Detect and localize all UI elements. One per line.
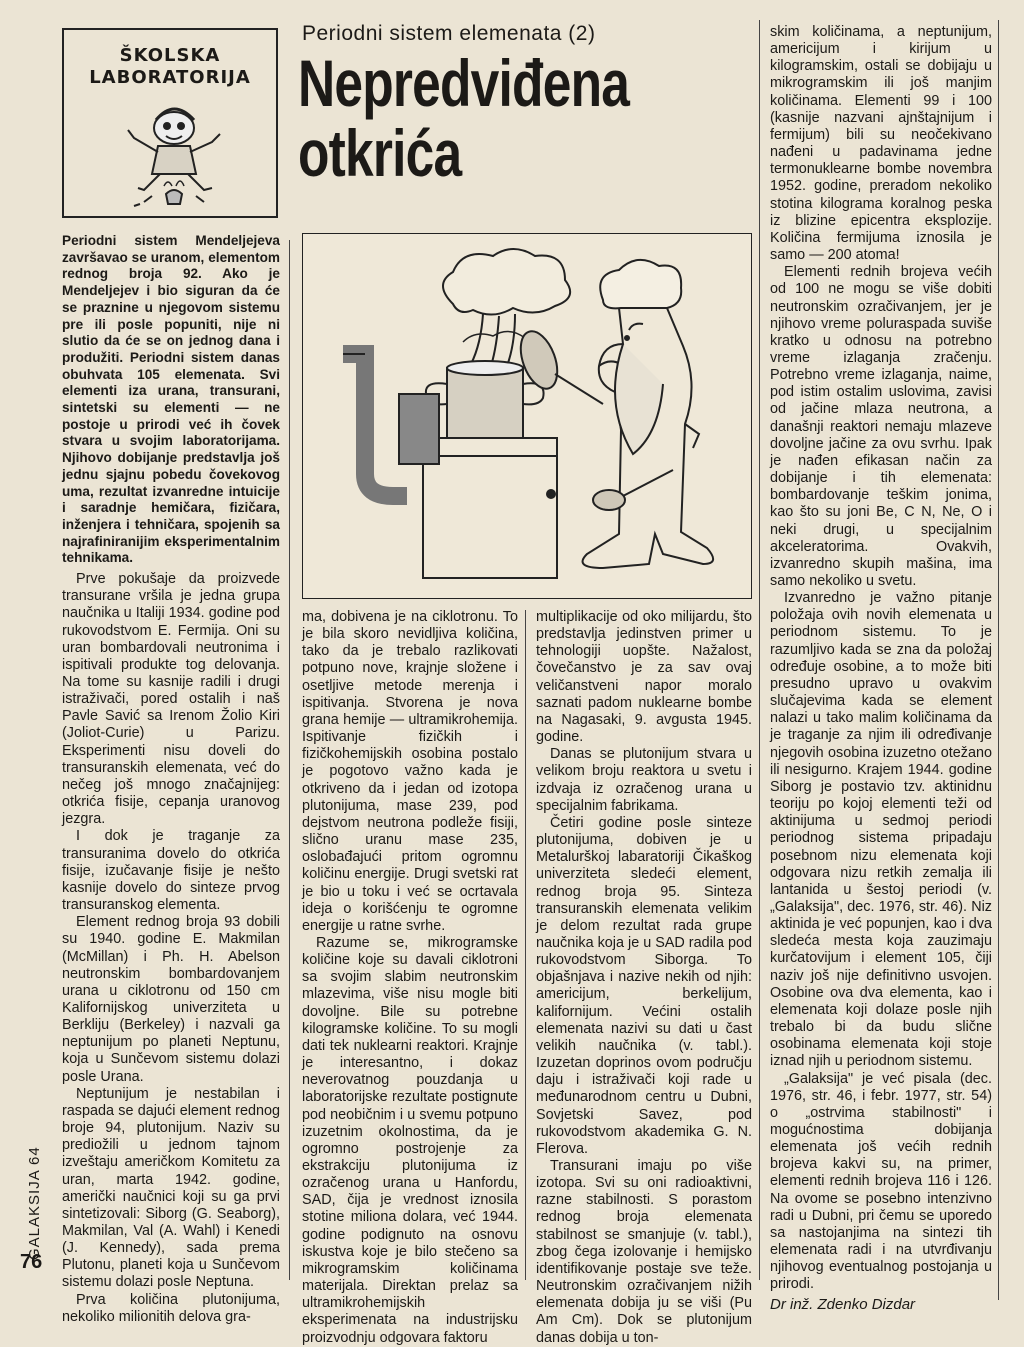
col4-paragraph: Izvanredno je važno pitanje položaja ovih novih elemenata u periodnom sistemu. To je razumljivo kada se zna da položaj određuje osobine, a to može biti presudno upravo u ovakvim slučajevima kada se element nalazi u tako malim količinama da je traganje za njim ili određivanje njegovih osobina izuzetno otežano ili nesigurno. Krajem 1944. godine Siborg je postavio tzv. aktinidnu teoriju po kojoj elementi teži od aktinijuma u sedmoj periodi periodnog sistema pripadaju posebnom nizu elemenata koji odgovara nizu retkih zemalja ili lantanida u šestoj periodi (v. „Galaksija", dec. 1976, str. 46). Niz aktinida je već popunjen, kao i dva sledeća mesta koja zauzimaju kurčatovijum i element 105, čiji naziv još nije definitivno usvojen. Osobine ova dva elementa, kao i elemenata koji dolaze posle njih trebalo bi da budu slične osobinama elemenata koji stoje iznad njih u periodnom sistemu. (770, 590, 992, 1070)
school-laboratory-logo (62, 28, 278, 218)
col2-paragraph: ma, dobivena je na ciklotronu. To je bila skoro nevidljiva količina, tako da je trebalo razlikovati potpuno nove, krajnje složene i osetljive metode merenja i ispitivanja. Stvorena je nova grana hemije — ultramikrohemija. Ispitivanje fizičkih i fizičkohemijskih osobina postalo je pogotovo važno kada je otkriveno da i jedan od izotopa plutonijuma, mase 239, pod dejstvom neutrona podleže fisiji, slično uranu mase 235, oslobađajući pritom ogromnu količinu energije. Drugi svetski rat je bio u toku i već se ocrtavala ideja o korišćenju te ogromne energije u ratne svrhe. (302, 609, 518, 934)
col4-paragraph: „Galaksija" je već pisala (dec. 1976, str. 46, i febr. 1977, str. 54) o „ostrvima stabilnosti" i mogućnostima dobijanja elemenata još većih rednih brojeva kakvi su, na primer, elementi rednih brojeva 116 i 126. Na ovome se posebno intenzivno radi u Dubni, pri čemu se uporedo sa nastojanjima na sintezi tih elemenata radi i na utvrđivanju njihovog eventualnog postojanja u prirodi. (770, 1070, 992, 1293)
chef-cooking-mushroom-cloud-illustration (302, 233, 752, 599)
chef-illustration-icon (303, 234, 751, 598)
article-column-1 (62, 233, 280, 1326)
article-lead: Periodni sistem Mendeljejeva završavao se uranom, elementom rednog broja 92. Ako je Mendeljejev i bio siguran da će se praznine u njegovom sistemu pre ili posle popuniti, nije ni slutio da će se on jednog dana i produžiti. Periodni sistem danas obuhvata 105 elemenata. Svi elementi iza urana, transurani, sintetski su elementi — ne postoje u prirodi već ih čovek stvara u svojim laboratorijama. Njihovo dobijanje predstavlja još jednu sjajnu pobedu čovekovog uma, rezultat izvanredne intuicije i saradnje hemičara, fizičara, inženjera i tehničara, spojenih sa najrafiniranijim eksperimentalnim tehnikama. (62, 233, 280, 566)
headline-line-1: Nepredviđena (298, 46, 630, 120)
col1-paragraph: I dok je traganje za transuranima dovelo do otkrića fisije, izučavanje fisije je nešto kasnije dovelo do sinteze prvog transuranskog elementa. (62, 828, 280, 914)
col1-paragraph: Prve pokušaje da proizvede transurane vršila je jedna grupa naučnika u Italiji 1934. godine pod rukovodstvom E. Fermija. Oni su uran bombardovali neutronima i ispitivali produkte tog delovanja. Na tome su kasnije radili i drugi istraživači, pored ostalih i naš Pavle Savić sa Irenom Žolio Kiri (Joliot-Curie) u Parizu. Eksperimenti nisu doveli do transuranskih elemenata, već do nečeg još mnogo značajnijeg: otkrića fisije, cepanja uranovog jezgra. (62, 571, 280, 828)
logo-line-2: LABORATORIJA (89, 67, 251, 88)
column-rule-2 (525, 610, 526, 1280)
article-column-3 (536, 609, 752, 1347)
article-column-2 (302, 609, 518, 1347)
col1-paragraph: Prva količina plutonijuma, nekoliko milionitih delova gra- (62, 1291, 280, 1325)
column-rule-1 (289, 240, 290, 1280)
col2-paragraph: Razume se, mikrogramske količine koje su davali ciklotroni sa svojim slabim neutronskim mlazevima, više nisu mogle biti dovoljne. Bile su potrebne kilogramske količine. To su mogli dati tek nuklearni reaktori. Krajnje je interesantno, i dokaz neverovatnog pouzdanja u laboratorijske rezultate postignute pod neobičnim i u svemu potpuno izuzetnim okolnostima, da je ogromno postrojenje za ekstrakciju plutonijuma iz ozračenog urana u Hanfordu, SAD, čija je vrednost iznosila stotine miliona dolara, već 1944. godine podignuto na osnovu iskustva koje je bilo stečeno sa mikrogramskim količinama materijala. Direktan prelaz sa ultramikrohemijskih eksperimenata na industrijsku proizvodnju odgovara faktoru (302, 934, 518, 1346)
col3-paragraph: multiplikacije od oko milijardu, što predstavlja jedinstven primer u tehnologiji uopšte. Nažalost, čovečanstvo je za sav ovaj veličanstveni napor moralo saznati padom nuklearne bombe na Nagasaki, 9. avgusta 1945. godine. (536, 609, 752, 746)
col4-paragraph: Elementi rednih brojeva većih od 100 ne mogu se više dobiti neutronskim ozračivanjem, jer je njihovo vreme poluraspada suviše kratko u odnosu na potrebno vreme izlaganja zračenju. Potrebno vreme izlaganja, naime, pod istim ostalim uslovima, zavisi od jačine mlaza neutrona, a današnji reaktori nemaju mlazeve dovoljne jačine za ovu svrhu. Ipak je nađen efikasan način za dobijanje i tih elemenata: bombardovanje teškim jonima, kao što su joni Be, C N, Ne, O i neki drugi, u specijalnim akceleratorima. Ovakvih, izvanredno skupih mašina, ima samo nekoliko u svetu. (770, 264, 992, 589)
headline (298, 48, 629, 188)
col3-paragraph: Danas se plutonijum stvara u velikom broju reaktora u svetu i izdvaja iz ozračenog urana u specijalnim fabrikama. (536, 746, 752, 814)
page-number: 76 (20, 1251, 43, 1273)
magazine-issue-label (12, 1120, 58, 1260)
article-column-4 (770, 24, 992, 1313)
scientist-figure-icon (104, 90, 240, 214)
logo-line-1: ŠKOLSKA (119, 45, 221, 66)
headline-line-2: otkrića (298, 116, 462, 190)
col3-paragraph: Transurani imaju po više izotopa. Svi su oni radioaktivni, razne stabilnosti. S porastom rednog broja elemenata stabilnost se smanjuje (v. tabl.), zbog čega izolovanje i hemijsko identifikovanje postaje sve teže. Neutronskim ozračivanjem nižih elemenata dobija ju se viši (Pu Am Cm). Dok se plutonijum danas dobija u ton- (536, 1158, 752, 1346)
column-rule-3 (759, 20, 760, 1280)
col4-paragraph: skim količinama, a neptunijum, americijum i kirijum u kilogramskim, ostali se dobijaju u mikrogramskim ili još manjim količinama. Elementi 99 i 100 (kasnije nazvani ajnštajnijum i fermijum) bili su neočekivano nađeni u padavinama jedne termonuklearne bombe novembra 1952. godine, preradom nekoliko stotina kilograma koralnog peska iz blizine epicentra eksplozije. Količina fermijuma iznosila je samo — 200 atoma! (770, 24, 992, 264)
magazine-name: GALAKSIJA 64 (26, 1146, 43, 1260)
col1-paragraph: Element rednog broja 93 dobili su 1940. godine E. Makmilan (McMillan) i Ph. H. Abelson neutronskim bombardovanjem urana u ciklotronu od 150 cm Kalifornijskog univerziteta u Berkliju (Berkeley) i nazvali ga neptunijum po planeti Neptunu, koja u Sunčevom sistemu dolazi posle Urana. (62, 914, 280, 1085)
col3-paragraph: Četiri godine posle sinteze plutonijuma, dobiven je u Metalurškoj labaratoriji Čikaškog univerziteta sledeći element, rednog broja 95. Sinteza transuranskih elemenata velikim je delom rezultat rada grupe naučnika koja je u SAD radila pod rukovodstvom Siborga. To objašnjava i nazive nekih od njih: americijum, berkelijum, kalifornijum. Većini ostalih elemenata nazivi su dati u čast velikih naučnika (v. tabl.). Izuzetan doprinos ovom području daju i istraživači koji rade u međunarodnom centru u Dubni, Sovjetski Savez, pod rukovodstvom akademika G. N. Flerova. (536, 814, 752, 1157)
series-title: Periodni sistem elemenata (2) (302, 22, 596, 45)
author-signature: Dr inž. Zdenko Dizdar (770, 1295, 916, 1313)
column-rule-4 (998, 20, 999, 1300)
col1-paragraph: Neptunijum je nestabilan i raspada se dajući element rednog broje 94, plutonijum. Naziv su prediožili u jednom tajnom izveštaju američkom Komitetu za uran, marta 1942. godine, američki naučnici koji su ga prvi sintetizovali: Siborg (G. Seaborg), Makmilan, Val (A. Wahl) i Kenedi (J. Kennedy), sada prema Plutonu, planeti koja u Sunčevom sistemu dolazi posle Neptuna. (62, 1085, 280, 1291)
